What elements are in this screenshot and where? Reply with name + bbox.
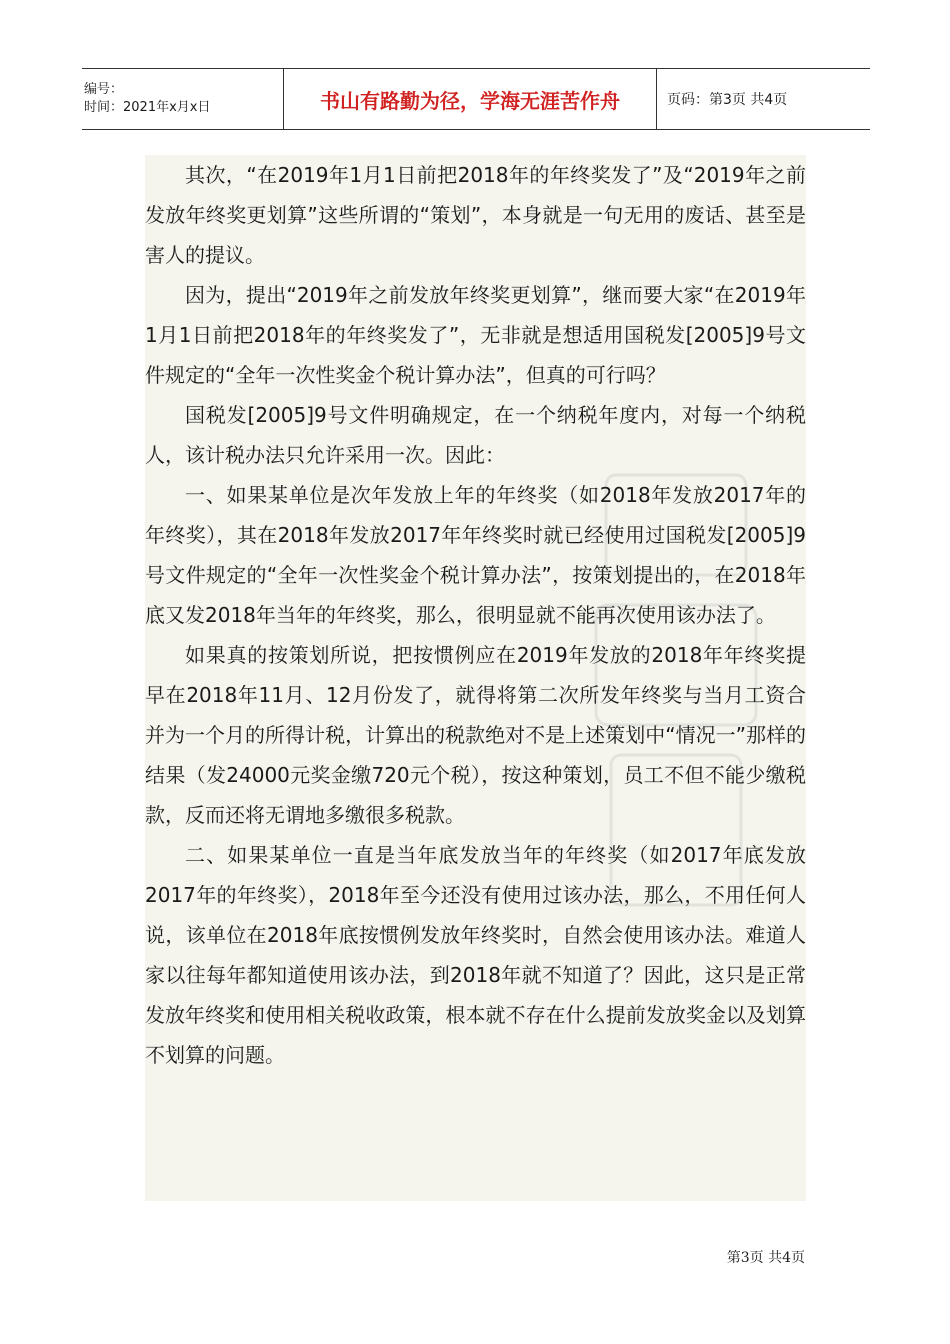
header-table [82,68,870,130]
header-motto-cell [283,69,657,129]
document-time-label: 时间：2021年x月x日 [84,100,211,115]
header-left-cell [82,69,283,129]
paragraph: 因为，提出“2019年之前发放年终奖更划算”，继而要大家“在2019年1月1日前把2018年的年终奖发了”，无非就是想适用国税发[2005]9号文件规定的“全年一次性奖金个税计算办法”，但真的可行吗？ [145,283,806,387]
paragraph: 如果真的按策划所说，把按惯例应在2019年发放的2018年年终奖提早在2018年11月、12月份发了，就得将第二次所发年终奖与当月工资合并为一个月的所得计税，计算出的税款绝对不是上述策划中“情况一”那样的结果（发24000元奖金缴720元个税），按这种策划，员工不但不能少缴税款，反而还将无谓地多缴很多税款。 [145,643,806,827]
document-body [145,155,806,1201]
paragraph: 国税发[2005]9号文件明确规定，在一个纳税年度内，对每一个纳税人，该计税办法只允许采用一次。因此： [145,403,806,467]
footer-page-number: 第3页 共4页 [726,1250,805,1266]
paragraph: 二、如果某单位一直是当年底发放当年的年终奖（如2017年底发放2017年的年终奖），2018年至今还没有使用过该办法，那么，不用任何人说，该单位在2018年底按惯例发放年终奖时，自然会使用该办法。难道人家以往每年都知道使用该办法，到2018年就不知道了？因此，这只是正常发放年终奖和使用相关税收政策，根本就不存在什么提前发放奖金以及划算不划算的问题。 [145,843,806,1067]
paragraph: 其次，“在2019年1月1日前把2018年的年终奖发了”及“2019年之前发放年终奖更划算”这些所谓的“策划”，本身就是一句无用的废话、甚至是害人的提议。 [145,163,806,267]
header-page-number: 页码：第3页 共4页 [667,92,788,108]
paragraph: 一、如果某单位是次年发放上年的年终奖（如2018年发放2017年的年终奖），其在2018年发放2017年年终奖时就已经使用过国税发[2005]9号文件规定的“全年一次性奖金个税计算办法”，按策划提出的，在2018年底又发2018年当年的年终奖，那么，很明显就不能再次使用该办法了。 [145,483,806,627]
header-page-cell [657,69,870,129]
header-motto: 书山有路勤为径，学海无涯苦作舟 [320,88,620,113]
document-number-label: 编号： [84,82,124,97]
